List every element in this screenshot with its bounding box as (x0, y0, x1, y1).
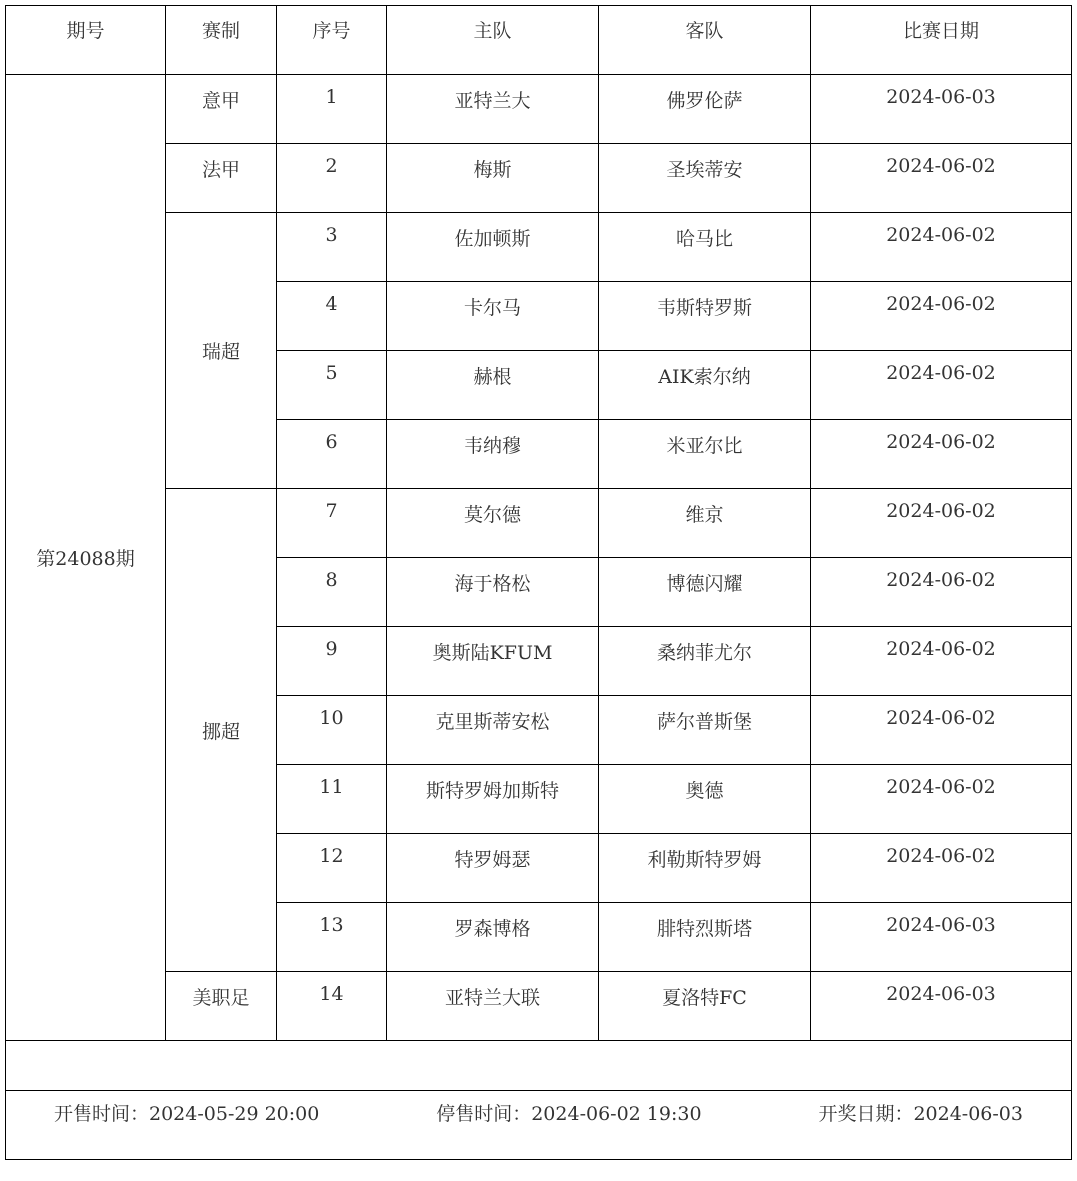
league-cell: 瑞超 (166, 213, 277, 489)
table-row (6, 144, 1072, 213)
match-date-cell: 2024-06-02 (811, 558, 1072, 627)
header-period: 期号 (6, 6, 166, 75)
table-row (6, 972, 1072, 1041)
home-team-cell: 赫根 (387, 351, 599, 420)
header-league: 赛制 (166, 6, 277, 75)
away-team-cell: 哈马比 (599, 213, 811, 282)
match-date-cell: 2024-06-02 (811, 282, 1072, 351)
table-row (6, 489, 1072, 558)
home-team-cell: 亚特兰大联 (387, 972, 599, 1041)
away-team-cell: 佛罗伦萨 (599, 75, 811, 144)
match-index-cell: 3 (277, 213, 387, 282)
footer-cell (6, 1091, 1072, 1160)
footer-row (6, 1091, 1072, 1160)
match-index-cell: 6 (277, 420, 387, 489)
match-index-cell: 10 (277, 696, 387, 765)
header-away-team: 客队 (599, 6, 811, 75)
period-cell: 第24088期 (6, 75, 166, 1041)
away-team-cell: 利勒斯特罗姆 (599, 834, 811, 903)
match-date-cell: 2024-06-03 (811, 972, 1072, 1041)
match-date-cell: 2024-06-02 (811, 351, 1072, 420)
header-index: 序号 (277, 6, 387, 75)
home-team-cell: 海于格松 (387, 558, 599, 627)
match-date-cell: 2024-06-02 (811, 627, 1072, 696)
home-team-cell: 莫尔德 (387, 489, 599, 558)
away-team-cell: AIK索尔纳 (599, 351, 811, 420)
away-team-cell: 博德闪耀 (599, 558, 811, 627)
match-index-cell: 11 (277, 765, 387, 834)
away-team-cell: 夏洛特FC (599, 972, 811, 1041)
home-team-cell: 韦纳穆 (387, 420, 599, 489)
league-cell: 法甲 (166, 144, 277, 213)
away-team-cell: 圣埃蒂安 (599, 144, 811, 213)
home-team-cell: 罗森博格 (387, 903, 599, 972)
match-index-cell: 13 (277, 903, 387, 972)
blank-row (6, 1041, 1072, 1091)
home-team-cell: 亚特兰大 (387, 75, 599, 144)
away-team-cell: 萨尔普斯堡 (599, 696, 811, 765)
match-date-cell: 2024-06-02 (811, 420, 1072, 489)
away-team-cell: 腓特烈斯塔 (599, 903, 811, 972)
home-team-cell: 克里斯蒂安松 (387, 696, 599, 765)
match-index-cell: 8 (277, 558, 387, 627)
match-index-cell: 4 (277, 282, 387, 351)
home-team-cell: 佐加顿斯 (387, 213, 599, 282)
league-cell: 美职足 (166, 972, 277, 1041)
home-team-cell: 卡尔马 (387, 282, 599, 351)
away-team-cell: 米亚尔比 (599, 420, 811, 489)
match-date-cell: 2024-06-03 (811, 903, 1072, 972)
blank-cell (6, 1041, 1072, 1091)
sale-stop-time: 停售时间：2024-06-02 19:30 (436, 1103, 702, 1125)
home-team-cell: 奥斯陆KFUM (387, 627, 599, 696)
table-row (6, 213, 1072, 282)
match-schedule-table (5, 5, 1072, 1160)
away-team-cell: 桑纳菲尤尔 (599, 627, 811, 696)
match-date-cell: 2024-06-02 (811, 834, 1072, 903)
schedule-body (6, 75, 1072, 1041)
match-date-cell: 2024-06-02 (811, 696, 1072, 765)
match-date-cell: 2024-06-02 (811, 489, 1072, 558)
header-match-date: 比赛日期 (811, 6, 1072, 75)
home-team-cell: 梅斯 (387, 144, 599, 213)
draw-date: 开奖日期：2024-06-03 (818, 1103, 1023, 1125)
match-date-cell: 2024-06-02 (811, 144, 1072, 213)
sale-start-time: 开售时间：2024-05-29 20:00 (54, 1103, 320, 1125)
match-date-cell: 2024-06-02 (811, 213, 1072, 282)
away-team-cell: 维京 (599, 489, 811, 558)
match-index-cell: 1 (277, 75, 387, 144)
league-cell: 意甲 (166, 75, 277, 144)
away-team-cell: 奥德 (599, 765, 811, 834)
match-index-cell: 14 (277, 972, 387, 1041)
header-row (6, 6, 1072, 75)
match-date-cell: 2024-06-03 (811, 75, 1072, 144)
away-team-cell: 韦斯特罗斯 (599, 282, 811, 351)
match-index-cell: 2 (277, 144, 387, 213)
home-team-cell: 斯特罗姆加斯特 (387, 765, 599, 834)
match-index-cell: 7 (277, 489, 387, 558)
match-index-cell: 5 (277, 351, 387, 420)
header-home-team: 主队 (387, 6, 599, 75)
table-row (6, 75, 1072, 144)
home-team-cell: 特罗姆瑟 (387, 834, 599, 903)
match-index-cell: 9 (277, 627, 387, 696)
footer-info (6, 1099, 1071, 1126)
league-cell: 挪超 (166, 489, 277, 972)
match-date-cell: 2024-06-02 (811, 765, 1072, 834)
match-index-cell: 12 (277, 834, 387, 903)
